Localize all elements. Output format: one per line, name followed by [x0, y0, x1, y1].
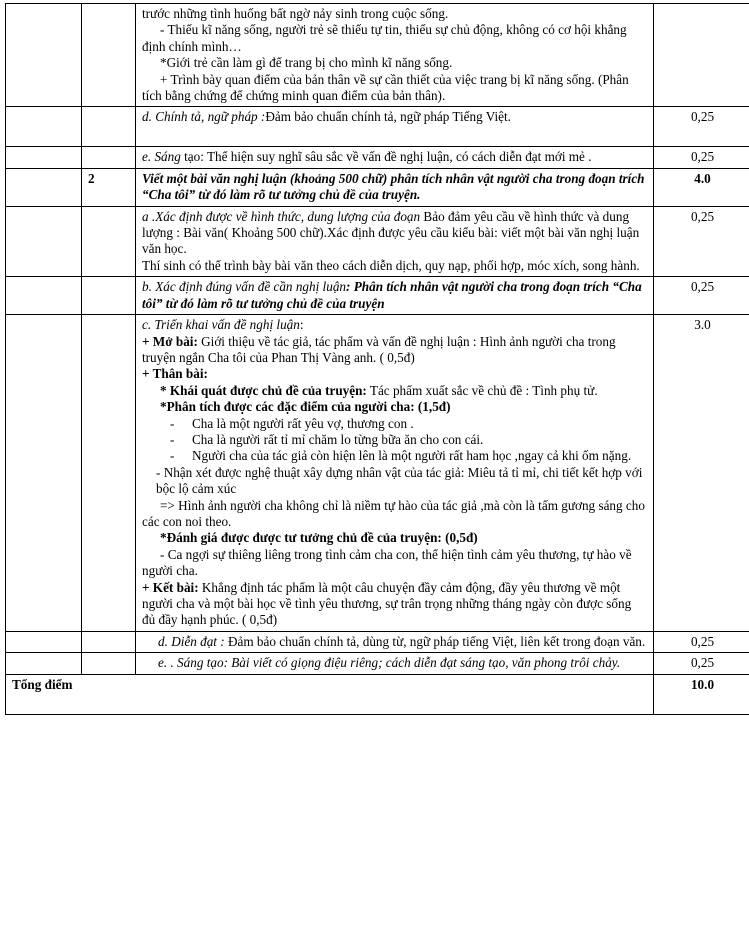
table-row	[6, 168, 749, 206]
score-cell: 0,25	[654, 107, 749, 147]
total-label: Tổng điểm	[6, 674, 654, 714]
table-row	[6, 674, 749, 714]
question-number: 2	[82, 168, 136, 206]
table-row: d. Diễn đạt : Đảm bảo chuẩn chính tả, dùng từ, ngữ pháp tiếng Việt, liên kết trong đoạn văn. 0,25	[6, 631, 749, 652]
score-cell: 0,25	[654, 631, 749, 652]
score-cell: 0,25	[654, 147, 749, 168]
score-cell: 0,25	[654, 653, 749, 674]
list-item: - Cha là người rất tỉ mỉ chăm lo từng bữa ăn cho con cái.	[170, 432, 647, 448]
criteria-cell: trước những tình huống bất ngờ nảy sinh trong cuộc sống. - Thiếu kĩ năng sống, người trẻ sẽ thiếu tự tin, thiếu sự chủ động, không có cơ hội khẳng định chính mình… *Giới trẻ cần làm gì để trang bị cho mình kĩ năng sống. + Trình bày quan điểm của bản thân về sự cần thiết của việc trang bị kĩ năng sống. (Phân tích bằng chứng để chứng minh quan điểm của bản thân).	[136, 4, 654, 107]
trait-list	[142, 416, 647, 465]
score-cell: 4.0	[654, 168, 749, 206]
table-row: d. Chính tả, ngữ pháp :Đảm bảo chuẩn chính tả, ngữ pháp Tiếng Việt. 0,25	[6, 107, 749, 147]
total-score: 10.0	[654, 674, 749, 714]
table-row: e. . Sáng tạo: Bài viết có giọng điệu riêng; cách diễn đạt sáng tạo, văn phong trôi chảy. 0,25	[6, 653, 749, 674]
scoring-table	[5, 3, 749, 715]
table-row: c. Triển khai vấn đề nghị luận: + Mở bài: Giới thiệu về tác giả, tác phẩm và vấn đề nghị luận : Hình ảnh người cha trong truyện ngắn Cha tôi của Phan Thị Vàng anh. ( 0,5đ) + Thân bài: * Khái quát được chủ đề của truyện: Tác phẩm xuất sắc về chủ đề : Tình phụ tử. *Phân tích được các đặc điểm của người cha: (1,5đ) - Cha là một người rất yêu vợ, thương con . - Cha là người rất tỉ mỉ chăm lo từng bữa ăn cho con cái. - Người cha của tác giả còn hiện lên là một người rất ham học ,ngay cả khi ốm nặng. - Nhận xét được nghệ thuật xây dựng nhân vật của tác giả: Miêu tả tỉ mỉ, chi tiết kết hợp với bộc lộ cảm xúc => Hình ảnh người cha không chỉ là niềm tự hào của tác giả ,mà còn là tấm gương sáng cho các con noi theo. *Đánh giá được được tư tưởng chủ đề của truyện: (0,5đ) - Ca ngợi sự thiêng liêng trong tình cảm cha con, thể hiện tình cảm yêu thương, tự hào về người cha. + Kết bài: Khẳng định tác phẩm là một câu chuyện đầy cảm động, đầy yêu thương về một người cha và một bài học về tình yêu thương, sự trân trọng những tháng ngày còn được sống đủ đầy hạnh phúc. ( 0,5đ) 3.0	[6, 315, 749, 632]
table-row: b. Xác định đúng vấn đề cần nghị luận: Phân tích nhân vật người cha trong đoạn trích “Cha tôi” từ đó làm rõ tư tưởng chủ đề của truyện 0,25	[6, 277, 749, 315]
score-cell: 0,25	[654, 206, 749, 277]
list-item: - Cha là một người rất yêu vợ, thương con .	[170, 416, 647, 432]
table-row	[6, 4, 749, 107]
score-cell: 3.0	[654, 315, 749, 632]
score-cell: 0,25	[654, 277, 749, 315]
list-item: - Người cha của tác giả còn hiện lên là một người rất ham học ,ngay cả khi ốm nặng.	[170, 448, 647, 464]
table-row: a .Xác định được về hình thức, dung lượng của đoạn Bảo đảm yêu cầu về hình thức và dung lượng : Bài văn( Khoảng 500 chữ).Xác định được yêu cầu kiểu bài: viết một bài văn nghị luận văn học. Thí sinh có thể trình bày bài văn theo cách diễn dịch, quy nạp, phối hợp, móc xích, song hành. 0,25	[6, 206, 749, 277]
table-row: e. Sáng tạo: Thể hiện suy nghĩ sâu sắc về vấn đề nghị luận, có cách diễn đạt mới mẻ . 0,25	[6, 147, 749, 168]
question-text: Viết một bài văn nghị luận (khoảng 500 chữ) phân tích nhân vật người cha trong đoạn trích “Cha tôi” từ đó làm rõ tư tưởng chủ đề của truyện.	[136, 168, 654, 206]
